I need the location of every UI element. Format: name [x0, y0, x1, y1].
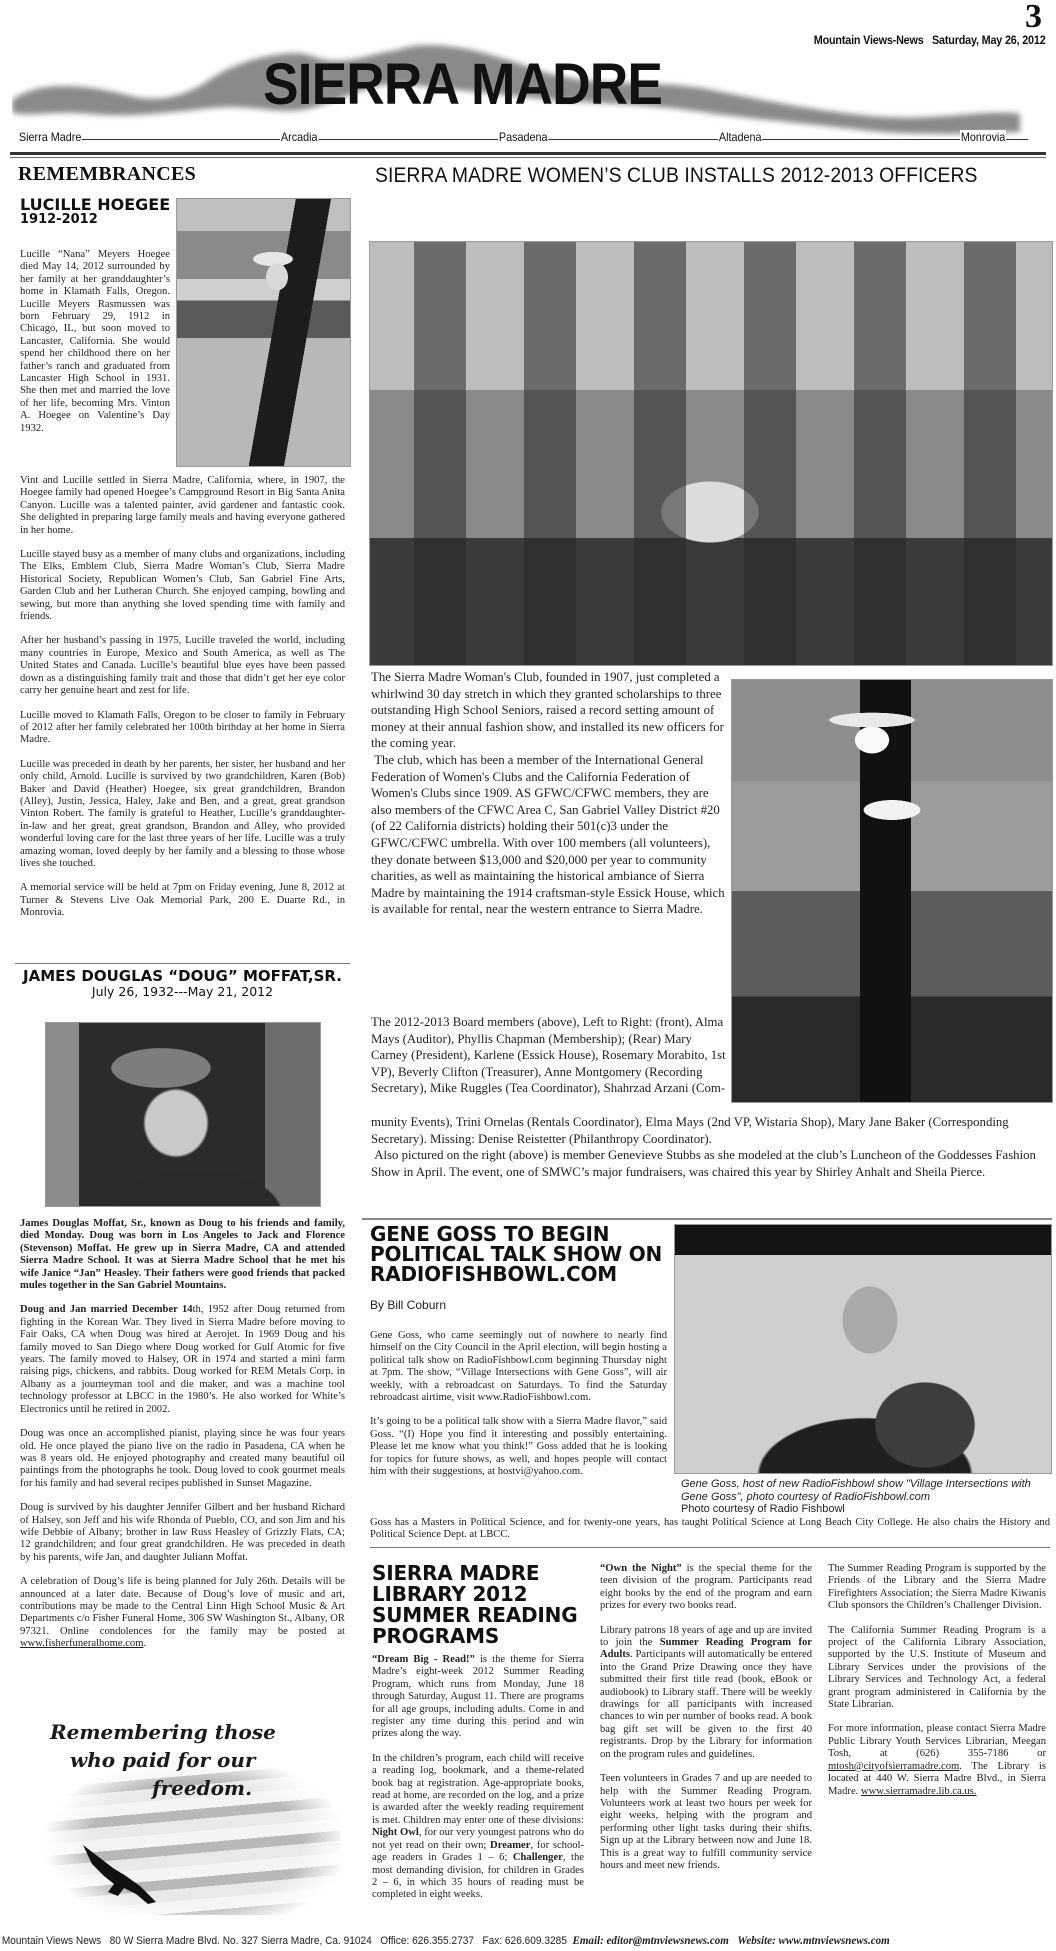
gene-p1: Gene Goss, who came seemingly out of nowhere to nearly find himself on the City Council in the April election, will begin hosting a political talk show on RadioFishbowl.com beginning Thursday night at 7pm. The show, “Village Intersections with Gene Goss”, will air weekly, with a rebroadcast on Saturdays. To find the Saturday rebroadcast airtime, visit www.RadioFishbowl.com.: [370, 1330, 667, 1404]
lucille-intro: Lucille “Nana” Meyers Hoegee died May 14, 2012 surrounded by her family at her granddaughter’s home in Klamath Falls, Oregon. Lucille Meyers Rasmussen was born February 29, 1912 in Chicago, IL, but soon moved to Lancaster, California. She would spend her childhood there on her father’s ranch and graduated from Lancaster High School in 1931. She then met and married the love of her life, becoming Mrs. Vinton A. Hoegee on Valentine’s Day 1932.: [20, 249, 170, 434]
division-dreamer: Dreamer: [490, 1839, 531, 1851]
smwc-headline: SIERRA MADRE WOMEN’S CLUB INSTALLS 2012-2013 OFFICERS: [375, 164, 978, 187]
library-p4-a: Library patrons 18 years of age and up are invited to join the: [600, 1624, 812, 1649]
masthead-rule-thin: [10, 157, 1046, 158]
library-p7: The California Summer Reading Program is a project of the California Library Association, supported by the U.S. Institute of Museum and Library Services under the provisions of the Library Services and Technology Act, a federal grant program administered in California by the State Librarian.: [828, 1624, 1046, 1711]
gene-photo-caption: [681, 1478, 1051, 1516]
freedom-line-1: Remembering those: [50, 1720, 276, 1744]
doug-photo: [45, 1022, 321, 1207]
doug-p5-text: A celebration of Doug’s life is being planned for July 26th. Details will be announced at a later date. Because of Doug’s love of music and art, contributions may be made to the Central Linn High School Music & Art Departments c/o Fisher Funeral Home, 306 SW Washington St., Albany, OR 97321. Online condolences for the family may be posted at: [20, 1576, 345, 1637]
library-p2-a: In the children’s program, each child will receive a reading log, bookmark, and a theme-related book bag at registration. Age-appropriate books, read at home, are recorded on the log, and a prize is awarded after the weekly reading requirement is met. Children may enter one of these divisions:: [372, 1752, 584, 1826]
library-p8: [828, 1723, 1046, 1797]
smwc-board-list-b: [371, 1114, 1046, 1180]
smwc-p4: Also pictured on the right (above) is member Genevieve Stubbs as she modeled at the club’s Luncheon of the Goddesses Fashion Show in April. The event, one of SMWC’s major fundraisers, was chaired this year by Shirley Anhalt and Sheila Pierce.: [371, 1148, 1036, 1179]
lucille-p1: Vint and Lucille settled in Sierra Madre, California, where, in 1907, the Hoegee family had opened Hoegee’s Campground Resort in Big Santa Anita Canyon. Lucille was a talented painter, avid gardener and fantastic cook. She delighted in preparing large family meals and having everyone gathered in her home.: [20, 475, 345, 536]
library-p5: Teen volunteers in Grades 7 and up are needed to help with the Summer Reading Program. Volunteers work at least two hours per week for eight weeks, helping with the program and performing other light tasks during their shifts. Sign up at the Library between now and June 18. This is a great way to fulfill community service hours and meet new friends.: [600, 1773, 812, 1871]
gene-caption-italic: Gene Goss, host of new RadioFishbowl show "Village Intersections with Gene Goss", photo courtesy of RadioFishbowl.com: [681, 1478, 1031, 1503]
city-altadena: Altadena: [718, 130, 762, 144]
library-p2-c: , for school-age readers in Grades 1 – 6;: [372, 1839, 585, 1864]
doug-p1: James Douglas Moffat, Sr., known as Doug to his friends and family, died Monday. Doug was born in Los Angeles to Jack and Florence (Stevenson) Moffat. He grew up in Sierra Madre, CA and attended Sierra Madre School. It was at Sierra Madre School that he met his wife Janice “Jan” Heasley. Their fathers were good friends that packed mules together in the San Gabriel Mountains.: [20, 1218, 345, 1292]
doug-name: JAMES DOUGLAS “DOUG” MOFFAT,SR.: [23, 967, 342, 985]
gene-p2: It’s going to be a political talk show with a Sierra Madre flavor,” said Goss. “(I) Hope you find it interesting and possibly entertaining. Please let me know what you think!” Goss added that he is looking for topics for future shows, as well, and hopes people will contact him with their suggestions, at hostvi@yahoo.com.: [370, 1416, 667, 1478]
freedom-line-3: freedom.: [152, 1776, 253, 1800]
library-p1-theme: “Dream Big - Read!”: [372, 1654, 475, 1665]
issue-date: Saturday, May 26, 2012: [932, 33, 1046, 47]
library-p8-a: For more information, please contact Sierra Madre Public Library Youth Services Librarian, Meegan Tosh, at (626) 355-7186 or: [828, 1723, 1046, 1760]
lucille-photo: [176, 198, 351, 467]
footer-org: Mountain Views News: [1, 1935, 102, 1947]
gene-divider: [370, 1547, 1050, 1548]
footer-fax: Fax: 626.609.3285: [482, 1935, 567, 1947]
lucille-p3: After her husband’s passing in 1975, Lucille traveled the world, including many countries in Europe, Mexico and South America, as well as The United States and Canada. Lucille’s beautiful blue eyes have been passed down as a distinguishing family trait and those that didn’t get her eye color carry her genuine heart and zest for life.: [20, 635, 345, 697]
library-email-link[interactable]: mtosh@cityofsierramadre.com: [828, 1760, 960, 1772]
gene-caption-credit: Photo courtesy of Radio Fishbowl: [681, 1503, 845, 1515]
publication-name: Mountain Views-News: [814, 33, 925, 47]
library-col2: [600, 1563, 812, 1884]
library-website-link[interactable]: www.sierramadre.lib.ca.us.: [860, 1785, 977, 1797]
city-monrovia: Monrovia: [960, 130, 1006, 144]
smwc-group-photo: [369, 241, 1053, 666]
section-remembrances: REMEMBRANCES: [18, 163, 197, 185]
obit-divider: [15, 963, 350, 964]
page-footer: [0, 1933, 972, 1951]
lucille-p5: Lucille was preceded in death by her parents, her sister, her husband and her only child, Arnold. Lucille is survived by two grandchildren, Karen (Bob) Baker and David (Heather) Hoegee, six great grandchildren, Brandon (Alley), Justin, Jessica, Haley, Jake and Ben, and a great, great grandson Vinton Robert. The family is grateful to Heather, Lucille’s granddaughter-in-law and her great, great grandson, Brandon and Alley, who provided wonderful loving care for the last three years of her life. Lucille was a truly amazing woman, loved deeply by her family and a blessing to those whose lives she touched.: [20, 758, 345, 869]
section-divider: [362, 1218, 1052, 1220]
doug-p2: [20, 1304, 345, 1416]
city-arcadia: Arcadia: [280, 130, 318, 144]
fashion-show-photo: [731, 679, 1053, 1103]
library-col1: [372, 1654, 584, 1914]
smwc-p1: The Sierra Madre Woman's Club, founded in 1907, just completed a whirlwind 30 day stretch in which they granted scholarships to three outstanding High School Seniors, raised a record setting amount of money at their annual fashion show, and installed its new officers for the coming year.: [371, 670, 724, 751]
smwc-board-list-a: The 2012-2013 Board members (above), Left to Right: (front), Alma Mays (Auditor), Phyllis Chapman (Membership); (Rear) Mary Carney (President), Karlene (Essick House), Rosemary Morabito, 1st VP), Beverly Clifton (Treasurer), Anne Montgomery (Recording Secretary), Mike Ruggles (Tea Coordinator), Shahrzad Arzani (Com-: [371, 1015, 726, 1096]
lucille-years: 1912-2012: [20, 212, 98, 227]
library-p4: [600, 1625, 812, 1761]
doug-dates: July 26, 1932---May 21, 2012: [91, 984, 274, 999]
library-p2: [372, 1753, 584, 1902]
library-p1: [372, 1654, 584, 1741]
library-p3-theme: “Own the Night”: [600, 1563, 682, 1574]
library-p2-d: , the most demanding division, for children in Grades 2 – 6, in which 35 hours of reading must be completed in eight weeks.: [372, 1852, 584, 1901]
gene-byline: By Bill Coburn: [370, 1298, 447, 1312]
gene-p3: Goss has a Masters in Political Science, and for twenty-one years, has taught Political Science at Long Beach City College. He also chairs the History and Political Science Dept. at LBCC.: [370, 1517, 1050, 1541]
doug-p2-bold: Doug and Jan married December 14: [20, 1304, 193, 1316]
gene-headline: GENE GOSS TO BEGIN POLITICAL TALK SHOW ON RADIOFISHBOWL.COM: [370, 1222, 663, 1286]
city-pasadena: Pasadena: [498, 130, 548, 144]
division-night-owl: Night Owl: [372, 1827, 419, 1839]
doug-body: [20, 1218, 345, 1663]
library-headline: SIERRA MADRE LIBRARY 2012 SUMMER READING PROGRAMS: [372, 1561, 578, 1648]
footer-website[interactable]: Website: www.mtnviewsnews.com: [737, 1933, 890, 1947]
footer-office: Office: 626.355.2737: [380, 1935, 475, 1947]
masthead-rule: [10, 152, 1046, 155]
library-col3: [828, 1563, 1046, 1810]
library-p3-text: is the special theme for the teen division of the program. Participants read eight books by the end of the program and earn prizes for every two books read.: [600, 1563, 812, 1612]
city-sierra-madre: Sierra Madre: [18, 130, 82, 144]
gene-body: [370, 1330, 667, 1490]
library-p4-b: . Participants will automatically be entered into the Grand Prize Drawing once they have submitted their first title read (book, eBook or audiobook) to Library staff. There will be weekly drawings for all participants with increased chances to win per number of books read. A book bag gift set will be given to the first 40 registrants. Drop by the Library for information on the program rules and guidelines.: [600, 1649, 812, 1760]
lucille-p4: Lucille moved to Klamath Falls, Oregon to be closer to family in February of 2012 after her family celebrated her 100th birthday at her home in Sierra Madre.: [20, 709, 345, 746]
gene-goss-photo: [674, 1224, 1052, 1474]
city-row: [18, 130, 1028, 146]
library-p4-bold: Summer Reading Program for Adults: [600, 1637, 812, 1661]
doug-p5-end: .: [143, 1638, 147, 1650]
freedom-line-2: who paid for our: [70, 1748, 256, 1772]
doug-p5: [20, 1576, 345, 1650]
doug-p4: Doug is survived by his daughter Jennifer Gilbert and her husband Richard of Halsey, son Jeff and his wife Rhonda of Pueblo, CO, and son Jim and his wife Debbie of Albany; brother in law Russ Heasley of Grizzly Flats, CA; 12 grandchildren; and four great grandchildren. He was preceded in death by his parents, wife Jan, and daughter Juliann Moffat.: [20, 1502, 345, 1563]
smwc-p2: The club, which has been a member of the International General Federation of Women's Clubs and the California Federation of Women's Clubs since 1909. AS GFWC/CFWC members, they are also members of the CFWC Area C, San Gabriel Valley District #20 (of 22 California districts) holding their 501(c)3 under the GFWC/CFWC umbrella. With over 100 members (all volunteers), they donate between $13,000 and $20,000 per year to community charities, as well as maintaining the historical ambiance of Sierra Madre by maintaining the 1914 craftsman-style Essick House, which is available for rental, near the western entrance to Sierra Madre.: [371, 752, 725, 917]
lucille-name: LUCILLE HOEGEE: [20, 195, 171, 214]
eagle-icon: [78, 1840, 168, 1910]
doug-p3: Doug was once an accomplished pianist, playing since he was four years old. He once played the piano live on the radio in Pasadena, CA when he was 8 years old. He enjoyed photography and created many beautiful oil paintings from the photographs he took. Doug loved to cook gourmet meals for his family and had several recipes published in Sunset Magazine.: [20, 1428, 345, 1489]
smwc-body: [371, 669, 726, 918]
library-p3: [600, 1563, 812, 1613]
library-p1-text: is the theme for Sierra Madre’s eight-week 2012 Summer Reading Program, which runs from Monday, June 18 through Saturday, August 11. There are programs for all age groups, including adults. Come in and register any time during this period and win prizes along the way.: [372, 1654, 584, 1740]
page-number: 3: [1025, 0, 1042, 35]
lucille-p2: Lucille stayed busy as a member of many clubs and organizations, including The Elks, Emblem Club, Sierra Madre Woman’s Club, Sierra Madre Historical Society, Republican Women’s Club, San Gabriel Fine Arts, Garden Club and her Lutheran Church. She enjoyed camping, bowling and sewing, but more than anything she loved spending time with family and friends.: [20, 549, 345, 623]
footer-address: 80 W Sierra Madre Blvd. No. 327 Sierra Madre, Ca. 91024: [109, 1935, 372, 1947]
lucille-p6: A memorial service will be held at 7pm on Friday evening, June 8, 2012 at Turner & Stevens Live Oak Memorial Park, 200 E. Duarte Rd., in Monrovia.: [20, 882, 345, 919]
masthead-title: SIERRA MADRE: [263, 52, 663, 117]
lucille-body: [20, 475, 345, 932]
library-p6: The Summer Reading Program is supported by the Friends of the Library and the Sierra Madre Firefighters Association; the Sierra Madre Kiwanis Club sponsors the Children’s Challenger Division.: [828, 1563, 1046, 1612]
smwc-p3b: munity Events), Trini Ornelas (Rentals Coordinator), Elma Mays (2nd VP, Wistaria Shop), Mary Jane Baker (Corresponding Secretary). Missing: Denise Reistetter (Philanthropy Coordinator).: [371, 1115, 1009, 1146]
fisher-funeral-link[interactable]: www.fisherfuneralhome.com: [20, 1638, 144, 1650]
library-p2-b: , for our very youngest patrons who do not yet read on their own;: [372, 1827, 585, 1851]
division-challenger: Challenger: [512, 1852, 563, 1864]
footer-email[interactable]: Email: editor@mtnviewsnews.com: [572, 1933, 729, 1947]
library-p8-b: . The Library is located at 440 W. Sierra Madre Blvd., in Sierra Madre.: [828, 1760, 1046, 1797]
doug-p2-text: th, 1952 after Doug returned from fighting in the Korean War. They lived in Sierra Madre before moving to Fair Oaks, CA when Doug was hired at Aerojet. In 1969 Doug and his family moved to San Diego where Doug worked for Gulf Atomic for five years. The family moved to Halsey, OR in 1974 and started a mini farm raising pigs, chickens, and rabbits. Doug worked for REM Metals Corp. in Albany as a journeyman tool and die maker, and was a machine tool technology professor at LBCC in the 1980’s. He also worked for White’s Electronics until he retired in 2002.: [20, 1304, 345, 1415]
